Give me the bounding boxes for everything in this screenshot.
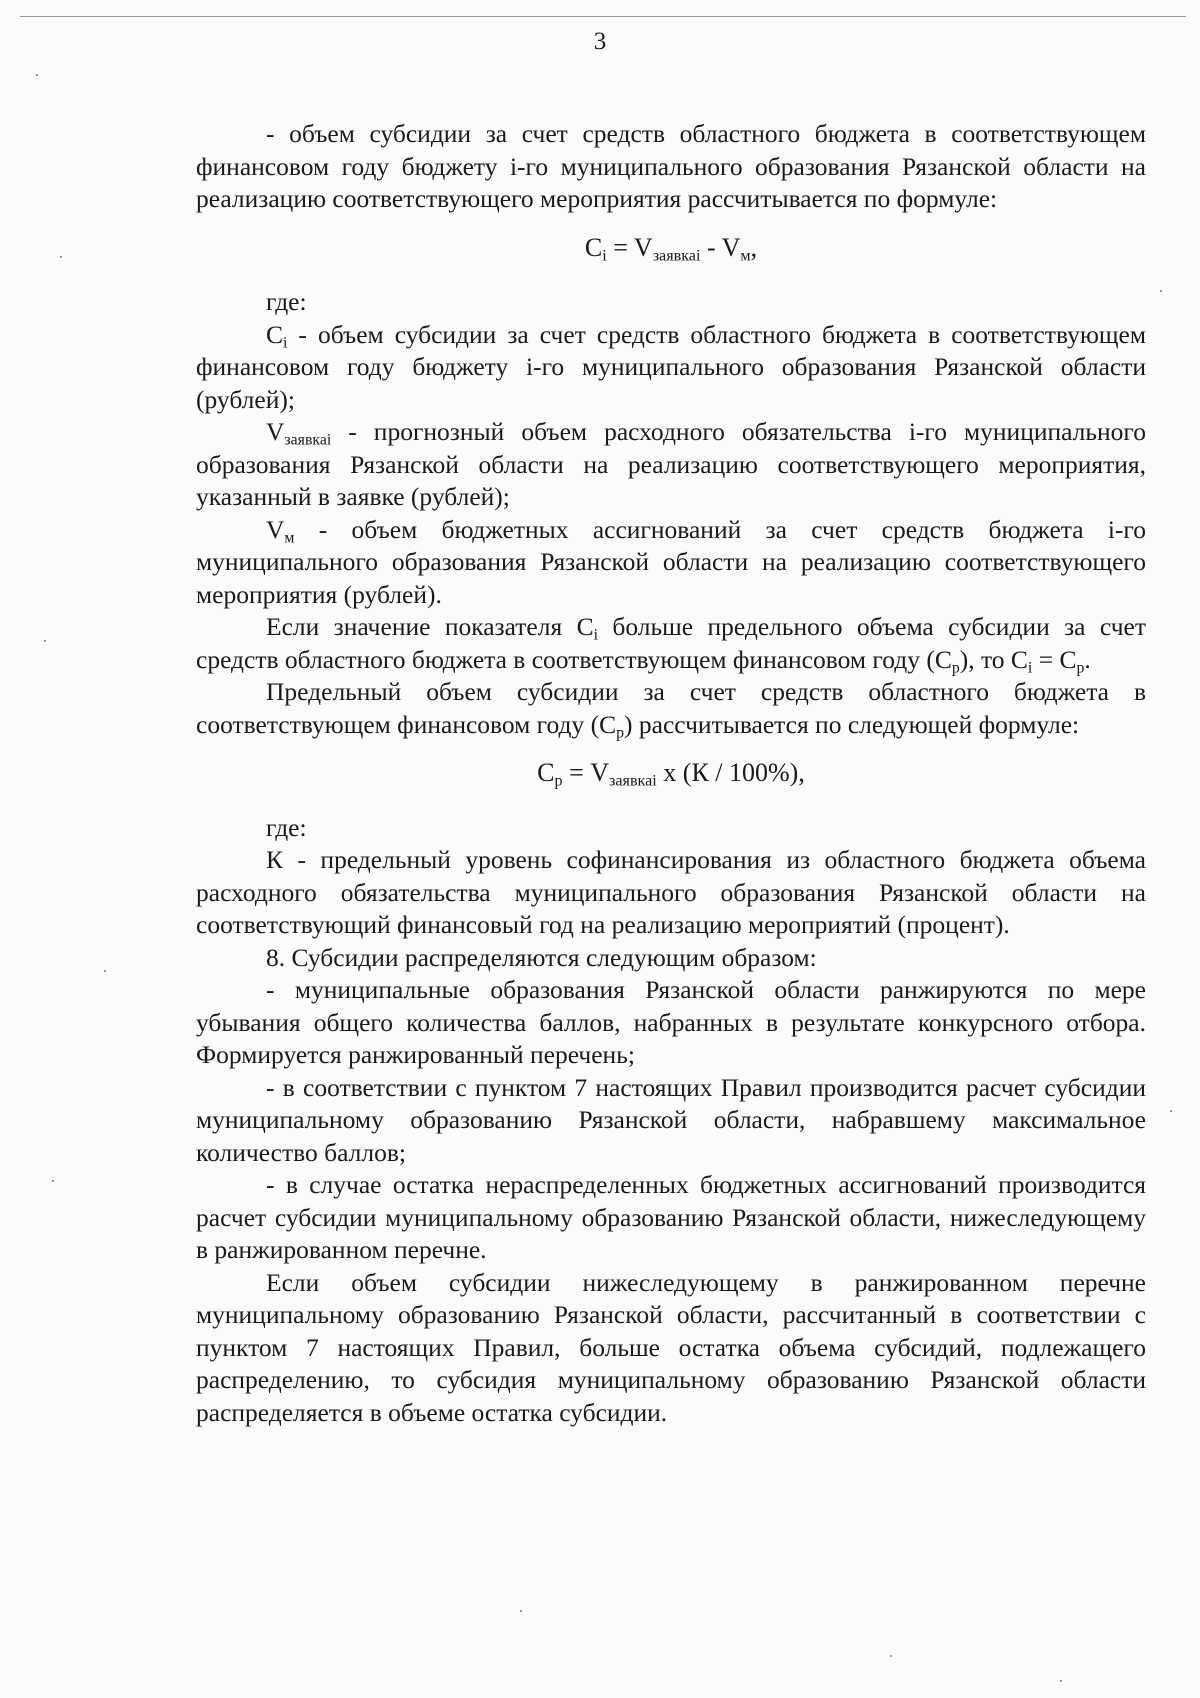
definition-v-zayavka: $V_{заявкаi}$ - прогнозный объем расходного обязательства i-го муниципального образования Рязанской области на реализацию соответствующего мероприятия, указанный в заявке (рублей); (196, 417, 1146, 511)
scan-speck (890, 1655, 892, 1657)
document-body (196, 118, 1146, 1429)
scan-speck (44, 640, 46, 642)
item-8-heading: 8. Субсидии распределяются следующим образом: (266, 942, 817, 972)
scan-speck (52, 1180, 54, 1182)
definition-ci: $C_i$ - объем субсидии за счет средств областного бюджета в соответствующем финансовом году бюджету i-го муниципального образования Рязанской области (рублей); (196, 319, 1146, 414)
definition-k: К - предельный уровень софинансирования из областного бюджета объема расходного обязательства муниципального образования Рязанской области на соответствующий финансовый год на реализацию мероприятий (процент). (196, 845, 1146, 939)
item-8-bullet-2: - в соответствии с пунктом 7 настоящих Правил производится расчет субсидии муниципальному образованию Рязанской области, набравшему максимальное количество баллов; (196, 1072, 1146, 1167)
where-label-2: где: (266, 812, 307, 842)
scan-speck (104, 970, 106, 972)
scan-speck (520, 1610, 522, 1612)
paragraph-condition: Если значение показателя $C_i$ больше предельного объема субсидии за счет средств областного бюджета в соответствующем финансовом году $(C_р)$, то $C_i = C_р$. (196, 612, 1146, 676)
scan-speck (1060, 1680, 1062, 1682)
scan-speck (60, 256, 62, 258)
paragraph-limit: Предельный объем субсидии за счет средств областного бюджета в соответствующем финансовом году $(C_р)$ рассчитывается по следующей формуле: (196, 677, 1146, 741)
where-label-1: где: (266, 287, 307, 316)
scan-top-border (20, 16, 1186, 17)
scan-speck (1160, 290, 1162, 292)
paragraph-subsidy-volume: - объем субсидии за счет средств областного бюджета в соответствующем финансовом году бюджету i-го муниципального образования Рязанской области на реализацию соответствующего мероприятия рассчитывается по формуле: (196, 119, 1146, 213)
paragraph-final: Если объем субсидии нижеследующему в ранжированном перечне муниципальному образованию Рязанской области, рассчитанный в соответствии с пунктом 7 настоящих Правил, больше остатка объема субсидий, подлежащего распределению, то субсидия муниципальному образованию Рязанской области распределяется в объеме остатка субсидии. (196, 1267, 1146, 1427)
definition-vm: $V_м$ - объем бюджетных ассигнований за счет средств бюджета i-го муниципального образования Рязанской области на реализацию соответствующего мероприятия (рублей). (196, 514, 1146, 609)
formula-ci: $C_i = V_{заявкаi} - V_м$, (584, 232, 758, 264)
item-8-bullet-1: - муниципальные образования Рязанской области ранжируются по мере убывания общего количества баллов, набранных в результате конкурсного отбора. Формируется ранжированный перечень; (196, 975, 1146, 1069)
item-8-bullet-3: - в случае остатка нераспределенных бюджетных ассигнований производится расчет субсидии муниципальному образованию Рязанской области, нижеследующему в ранжированном перечне. (196, 1170, 1146, 1264)
page-number: 3 (593, 28, 607, 55)
scan-speck (36, 74, 38, 76)
scan-speck (1170, 1110, 1172, 1112)
formula-cp: $C_р = V_{заявкаi}$ x (К / 100%), (537, 758, 805, 790)
